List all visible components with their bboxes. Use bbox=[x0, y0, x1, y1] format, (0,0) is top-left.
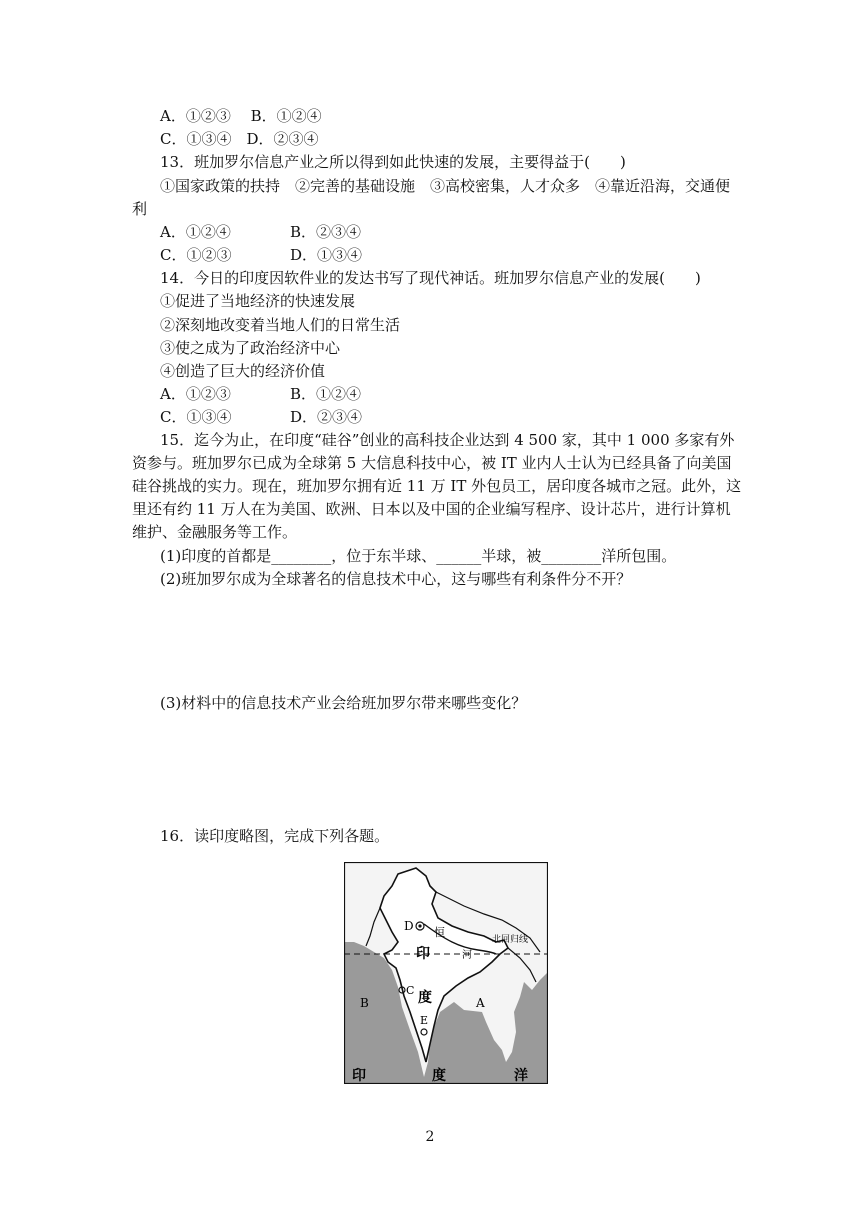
q14-stem: 14．今日的印度因软件业的发达书写了现代神话。班加罗尔信息产业的发展( ) bbox=[160, 269, 701, 287]
map-label-heng: 恒 bbox=[434, 926, 445, 939]
q14-option-d: D．②③④ bbox=[290, 408, 363, 426]
q12-options-row-2: C．①③④ D．②③④ bbox=[160, 130, 319, 148]
q15-subquestion-2: (2)班加罗尔成为全球著名的信息技术中心，这与哪些有利条件分不开？ bbox=[160, 570, 632, 588]
map-label-d: D bbox=[404, 919, 414, 933]
q14-option-c: C．①③④ bbox=[160, 408, 232, 426]
q14-option-b: B．①②④ bbox=[290, 385, 362, 403]
q13-stem: 13．班加罗尔信息产业之所以得到如此快速的发展，主要得益于( ) bbox=[160, 153, 626, 171]
q13-option-b: B．②③④ bbox=[290, 223, 362, 241]
q14-option-a: A．①②③ bbox=[160, 385, 231, 403]
q13-statements-line-2: 利 bbox=[132, 200, 148, 218]
map-label-a: A bbox=[476, 996, 485, 1010]
map-label-e: E bbox=[420, 1014, 429, 1027]
q15-paragraph-line-2: 资参与。班加罗尔已成为全球第 5 大信息科技中心，被 IT 业内人士认为已经具备了向美国 bbox=[132, 454, 732, 472]
q14-statement-4: ④创造了巨大的经济价值 bbox=[160, 362, 326, 380]
page-number: 2 bbox=[425, 1129, 435, 1145]
map-label-c: C bbox=[406, 984, 415, 997]
q16-stem: 16．读印度略图，完成下列各题。 bbox=[160, 827, 390, 845]
q14-statement-1: ①促进了当地经济的快速发展 bbox=[160, 292, 356, 310]
q15-paragraph-line-1: 15．迄今为止，在印度“硅谷”创业的高科技企业达到 4 500 家，其中 1 000 多家有外 bbox=[160, 431, 735, 449]
map-label-he: 河 bbox=[462, 950, 472, 961]
map-label-ocean-1: 印 bbox=[352, 1068, 366, 1084]
map-label-du-center: 度 bbox=[418, 990, 432, 1006]
q15-paragraph-line-3: 硅谷挑战的实力。现在，班加罗尔拥有近 11 万 IT 外包员工，居印度各城市之冠。此外，这 bbox=[132, 477, 742, 495]
map-label-tropic: 北回归线 bbox=[492, 935, 529, 945]
q14-statement-3: ③使之成为了政治经济中心 bbox=[160, 339, 341, 357]
q15-paragraph-line-5: 维护、金融服务等工作。 bbox=[132, 523, 298, 541]
q13-option-c: C．①②③ bbox=[160, 246, 232, 264]
q15-subquestion-1: (1)印度的首都是________，位于东半球、______半球，被________洋所包围。 bbox=[160, 547, 677, 565]
q12-options-row-1: A．①②③ B．①②④ bbox=[160, 107, 322, 125]
q14-statement-2: ②深刻地改变着当地人们的日常生活 bbox=[160, 316, 401, 334]
q13-statements-line-1: ①国家政策的扶持 ②完善的基础设施 ③高校密集，人才众多 ④靠近沿海，交通便 bbox=[160, 177, 731, 195]
map-label-ocean-3: 洋 bbox=[514, 1068, 528, 1084]
q13-option-a: A．①②④ bbox=[160, 223, 231, 241]
q13-option-d: D．①③④ bbox=[290, 246, 363, 264]
map-label-yin-center: 印 bbox=[416, 946, 430, 962]
map-label-ocean-2: 度 bbox=[432, 1068, 446, 1084]
map-label-b: B bbox=[360, 996, 369, 1010]
q15-subquestion-3: (3)材料中的信息技术产业会给班加罗尔带来哪些变化？ bbox=[160, 694, 527, 712]
q15-paragraph-line-4: 里还有约 11 万人在为美国、欧洲、日本以及中国的企业编写程序、设计芯片，进行计算机 bbox=[132, 500, 731, 518]
india-sketch-map bbox=[344, 862, 548, 1084]
